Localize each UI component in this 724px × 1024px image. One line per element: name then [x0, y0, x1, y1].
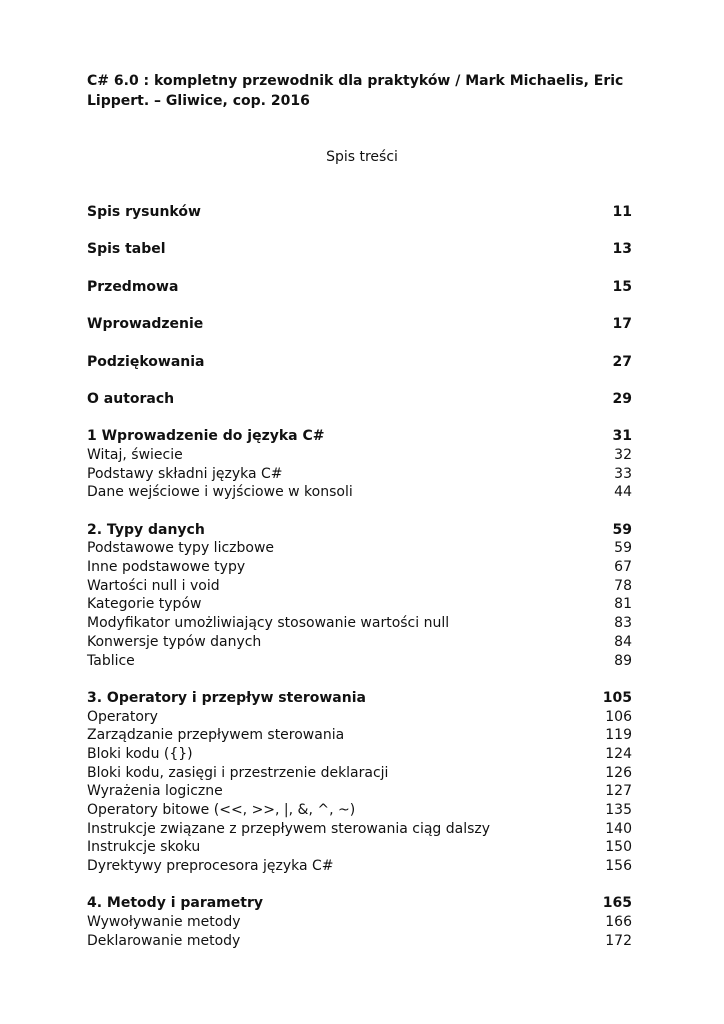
toc-entry-page: 32 [614, 446, 632, 463]
toc-spacer [87, 876, 632, 895]
toc-entry-page: 105 [602, 689, 632, 706]
toc-entry-page: 126 [605, 764, 632, 781]
toc-entry-page: 166 [605, 914, 632, 931]
toc-spacer [87, 409, 632, 428]
toc-entry-page: 67 [614, 559, 632, 576]
citation-header: C# 6.0 : kompletny przewodnik dla praktyków / Mark Michaelis, Eric Lippert. – Gliwice, cop. 2016 [87, 73, 624, 109]
toc-section-row [87, 633, 632, 652]
table-of-contents [87, 203, 632, 951]
toc-section-row [87, 558, 632, 577]
toc-entry-page: 59 [614, 540, 632, 557]
toc-chapter-row [87, 203, 632, 222]
toc-entry-title: Konwersje typów danych [87, 633, 262, 650]
toc-entry-page: 127 [605, 783, 632, 800]
toc-section-row [87, 745, 632, 764]
toc-spacer [87, 222, 632, 241]
toc-entry-page: 124 [605, 745, 632, 762]
toc-entry-title: Dane wejściowe i wyjściowe w konsoli [87, 484, 353, 501]
toc-entry-title: Podziękowania [87, 353, 205, 370]
toc-entry-title: Kategorie typów [87, 596, 202, 613]
toc-section-row [87, 726, 632, 745]
toc-entry-page: 44 [614, 484, 632, 501]
toc-entry-page: 29 [612, 390, 632, 407]
toc-entry-page: 27 [612, 353, 632, 370]
toc-section-row [87, 614, 632, 633]
toc-entry-title: Wartości null i void [87, 577, 220, 594]
toc-entry-page: 172 [605, 932, 632, 949]
toc-entry-title: Wprowadzenie [87, 316, 204, 333]
toc-entry-title: Zarządzanie przepływem sterowania [87, 727, 345, 744]
toc-entry-title: Przedmowa [87, 278, 179, 295]
toc-chapter-row [87, 315, 632, 334]
toc-spacer [87, 296, 632, 315]
toc-section-row [87, 820, 632, 839]
toc-heading: Spis treści [326, 149, 398, 165]
toc-entry-title: Podstawowe typy liczbowe [87, 540, 275, 557]
toc-entry-page: 81 [614, 596, 632, 613]
toc-entry-title: Tablice [87, 652, 135, 669]
toc-section-row [87, 539, 632, 558]
toc-entry-page: 78 [614, 577, 632, 594]
toc-entry-page: 17 [612, 316, 632, 333]
toc-section-row [87, 932, 632, 951]
toc-section-row [87, 913, 632, 932]
toc-entry-title: Inne podstawowe typy [87, 559, 246, 576]
toc-section-row [87, 708, 632, 727]
toc-spacer [87, 334, 632, 353]
toc-chapter-row [87, 894, 632, 913]
toc-entry-title: 4. Metody i parametry [87, 895, 263, 912]
toc-chapter-row [87, 278, 632, 297]
toc-chapter-row [87, 689, 632, 708]
toc-entry-page: 11 [612, 204, 632, 220]
toc-entry-title: Bloki kodu, zasięgi i przestrzenie deklaracji [87, 764, 389, 781]
toc-entry-title: Operatory bitowe (<<, >>, |, &, ^, ~) [87, 802, 356, 818]
toc-entry-page: 15 [612, 278, 632, 295]
toc-entry-title: Witaj, świecie [87, 446, 183, 463]
toc-spacer [87, 670, 632, 689]
toc-entry-title: Dyrektywy preprocesora języka C# [87, 858, 334, 875]
toc-section-row [87, 801, 632, 820]
toc-entry-title: Wyrażenia logiczne [87, 783, 223, 800]
toc-section-row [87, 577, 632, 596]
toc-entry-page: 89 [614, 652, 632, 669]
toc-section-row [87, 838, 632, 857]
toc-entry-title: Modyfikator umożliwiający stosowanie wartości null [87, 615, 450, 632]
toc-entry-title: Wywoływanie metody [87, 914, 241, 931]
toc-entry-title: Spis rysunków [87, 204, 201, 220]
toc-section-row [87, 652, 632, 671]
toc-entry-page: 59 [612, 521, 632, 538]
toc-entry-title: Operatory [87, 708, 158, 725]
toc-section-row [87, 857, 632, 876]
toc-entry-title: 3. Operatory i przepływ sterowania [87, 689, 366, 706]
toc-entry-page: 119 [605, 727, 632, 744]
toc-entry-title: Spis tabel [87, 241, 166, 258]
toc-section-row [87, 764, 632, 783]
toc-entry-page: 140 [605, 820, 632, 837]
toc-section-row [87, 483, 632, 502]
toc-chapter-row [87, 353, 632, 372]
toc-chapter-row [87, 521, 632, 540]
toc-entry-page: 33 [614, 465, 632, 482]
toc-entry-page: 84 [614, 633, 632, 650]
toc-entry-title: Instrukcje skoku [87, 839, 201, 856]
toc-entry-title: Instrukcje związane z przepływem sterowania ciąg dalszy [87, 820, 491, 837]
toc-section-row [87, 465, 632, 484]
toc-entry-title: Podstawy składni języka C# [87, 465, 283, 482]
toc-entry-page: 165 [602, 895, 632, 912]
toc-entry-title: O autorach [87, 390, 175, 407]
toc-entry-title: Bloki kodu ({}) [87, 745, 193, 762]
toc-entry-title: 1 Wprowadzenie do języka C# [87, 428, 325, 445]
toc-entry-page: 83 [614, 615, 632, 632]
toc-section-row [87, 782, 632, 801]
toc-entry-page: 31 [612, 428, 632, 445]
toc-section-row [87, 595, 632, 614]
toc-entry-title: Deklarowanie metody [87, 932, 241, 949]
toc-entry-title: 2. Typy danych [87, 521, 205, 538]
toc-entry-page: 106 [605, 708, 632, 725]
toc-entry-page: 135 [605, 802, 632, 818]
toc-section-row [87, 446, 632, 465]
toc-entry-page: 150 [605, 839, 632, 856]
toc-entry-page: 156 [605, 858, 632, 875]
toc-spacer [87, 259, 632, 278]
toc-chapter-row [87, 390, 632, 409]
toc-chapter-row [87, 240, 632, 259]
toc-spacer [87, 502, 632, 521]
toc-entry-page: 13 [612, 241, 632, 258]
toc-spacer [87, 371, 632, 390]
toc-chapter-row [87, 427, 632, 446]
